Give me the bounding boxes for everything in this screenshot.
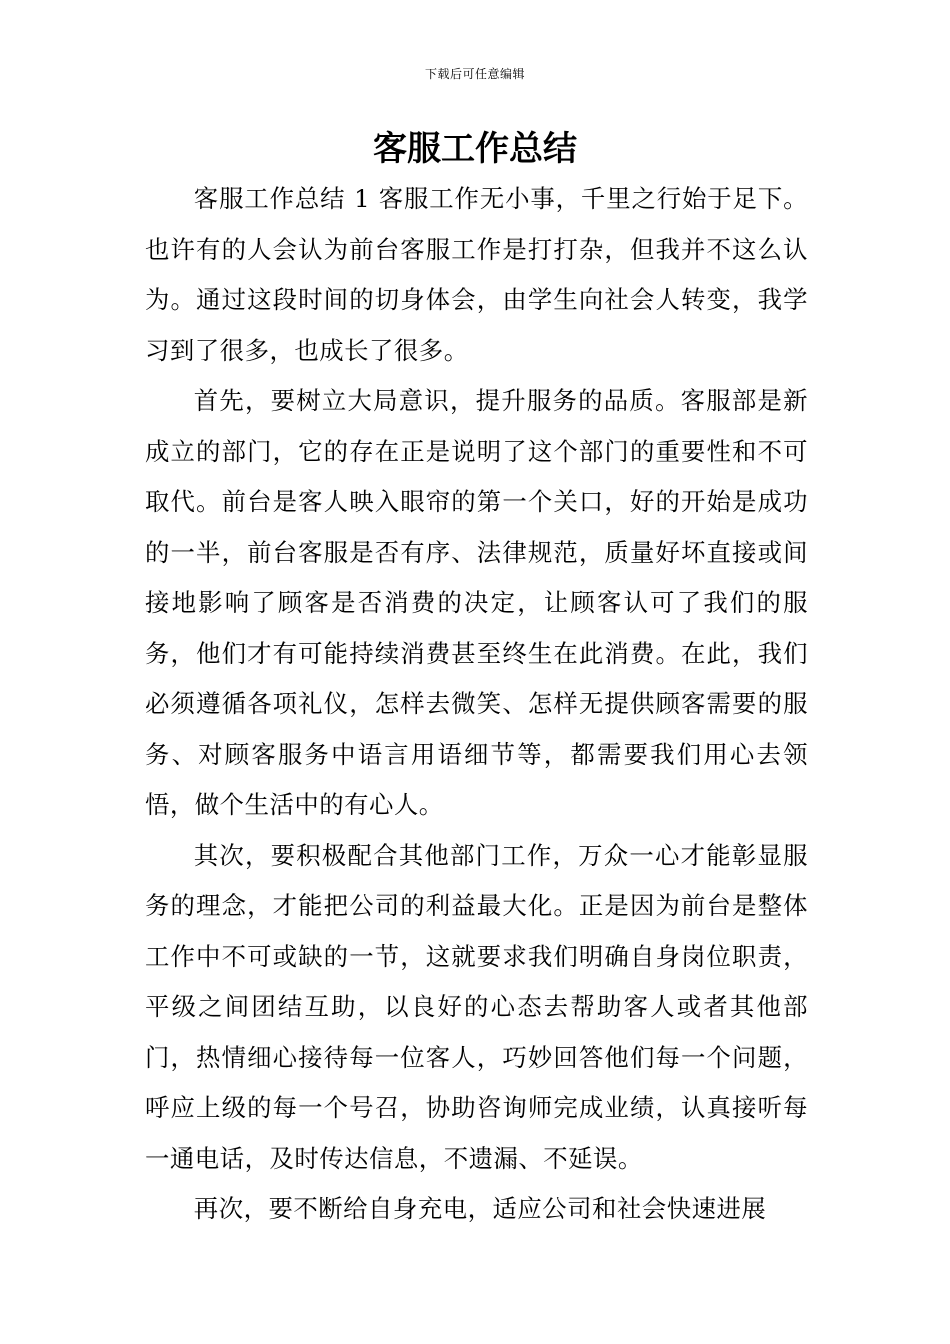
paragraph-3: 其次，要积极配合其他部门工作，万众一心才能彰显服务的理念，才能把公司的利益最大化。正是因为前台是整体工作中不可或缺的一节，这就要求我们明确自身岗位职责，平级之间团结互助，以良好的心态去帮助客人或者其他部门，热情细心接待每一位客人，巧妙回答他们每一个问题，呼应上级的每一个号召，协助咨询师完成业绩，认真接听每一通电话，及时传达信息，不遗漏、不延误。	[145, 840, 808, 1173]
document-title: 客服工作总结	[373, 129, 577, 169]
paragraph-1: 客服工作总结 1 客服工作无小事，千里之行始于足下。也许有的人会认为前台客服工作是打打杂，但我并不这么认为。通过这段时间的切身体会，由学生向社会人转变，我学习到了很多，也成长了很多。	[145, 184, 808, 365]
paragraph-4: 再次，要不断给自身充电，适应公司和社会快速进展	[193, 1194, 767, 1223]
paragraph-2: 首先，要树立大局意识，提升服务的品质。客服部是新成立的部门，它的存在正是说明了这个部门的重要性和不可取代。前台是客人映入眼帘的第一个关口，好的开始是成功的一半，前台客服是否有序、法律规范，质量好坏直接或间接地影响了顾客是否消费的决定，让顾客认可了我们的服务，他们才有可能持续消费甚至终生在此消费。在此，我们必须遵循各项礼仪，怎样去微笑、怎样无提供顾客需要的服务、对顾客服务中语言用语细节等，都需要我们用心去领悟，做个生活中的有心人。	[145, 386, 808, 819]
document-body	[145, 174, 808, 1235]
header-note: 下载后可任意编辑	[424, 67, 525, 81]
